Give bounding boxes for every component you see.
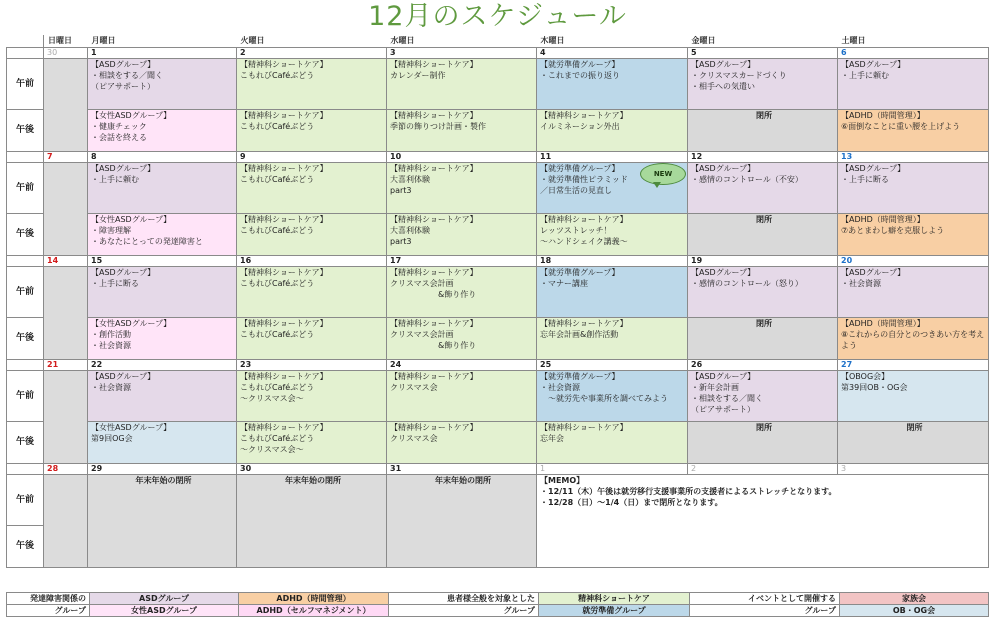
weekday-header-row [7,35,989,48]
yearend-closed-cell: 年末年始の閉所 [88,475,237,568]
event-cell[interactable]: 【ASDグループ】 ・感情のコントロール（怒り） [688,267,838,318]
event-cell[interactable]: 【精神科ショートケア】 季節の飾りつけ計画・製作 [387,110,537,152]
period-label-am: 午前 [7,475,44,526]
day-number: 30 [44,48,88,59]
event-cell[interactable]: 【女性ASDグループ】 ・創作活動 ・社会資源 [88,318,237,360]
event-cell[interactable]: 【精神科ショートケア】 こもれびCaféぶどう [237,267,387,318]
event-cell[interactable]: 【OBOG会】 第39回OB・OG会 [838,371,989,422]
sunday-empty [44,371,88,464]
week-3-pm [7,318,989,360]
week-1-dates [7,48,989,59]
event-cell[interactable]: 【ASDグループ】 ・上手に断る [88,267,237,318]
sunday-empty [44,267,88,360]
legend-female-asd: 女性ASDグループ [90,605,239,617]
event-cell[interactable]: 【ASDグループ】 ・社会資源 [88,371,237,422]
memo-box: 【MEMO】 ・12/11（木）午後は就労移行支援事業所の支援者によるストレッチとなります。 ・12/28（日）～1/4（日）まで閉所となります。 [537,475,989,568]
yearend-closed-cell: 年末年始の閉所 [237,475,387,568]
closed-cell: 閉所 [838,422,989,464]
event-cell[interactable]: 【精神科ショートケア】 クリスマス会 [387,371,537,422]
period-label-am: 午前 [7,59,44,110]
day-number: 12 [688,152,838,163]
event-cell[interactable]: 【就労準備グループ】 ・就労準備性ピラミッド ／日常生活の見直し [537,163,688,214]
legend-label-event: イベントとして開催する [690,593,840,605]
legend-label-event-2: グループ [690,605,840,617]
day-number: 4 [537,48,688,59]
day-number: 17 [387,256,537,267]
weekday-fri: 金曜日 [691,36,716,45]
day-number: 28 [44,464,88,475]
weekday-sat: 土曜日 [841,36,866,45]
legend-asd: ASDグループ [90,593,239,605]
sunday-empty [44,59,88,152]
week-3-dates [7,256,989,267]
event-cell[interactable]: 【精神科ショートケア】 大喜利体験 part3 [387,163,537,214]
day-number: 25 [537,360,688,371]
period-label-pm: 午後 [7,110,44,152]
closed-cell: 閉所 [688,214,838,256]
legend-adhd-self: ADHD（セルフマネジメント） [239,605,389,617]
day-number: 26 [688,360,838,371]
period-label-am: 午前 [7,371,44,422]
legend-row-2 [7,605,989,617]
day-number: 14 [44,256,88,267]
day-number: 22 [88,360,237,371]
event-cell[interactable]: 【ADHD（時間管理）】 ⑦あとまわし癖を克服しよう [838,214,989,256]
event-cell[interactable]: 【女性ASDグループ】 第9回OG会 [88,422,237,464]
day-number: 1 [88,48,237,59]
event-cell[interactable]: 【ASDグループ】 ・感情のコントロール（不安） [688,163,838,214]
yearend-closed-cell: 年末年始の閉所 [387,475,537,568]
week-4-pm [7,422,989,464]
day-number: 19 [688,256,838,267]
event-cell[interactable]: 【ASDグループ】 ・上手に頼む [88,163,237,214]
event-cell[interactable]: 【ADHD（時間管理）】 ⑧これからの自分とのつきあい方を考えよう [838,318,989,360]
corner-cell [7,35,44,48]
event-cell[interactable]: 【就労準備グループ】 ・マナー講座 [537,267,688,318]
day-number: 20 [838,256,989,267]
day-number: 3 [387,48,537,59]
event-cell[interactable]: 【ASDグループ】 ・上手に断る [838,163,989,214]
day-number: 23 [237,360,387,371]
day-number: 21 [44,360,88,371]
event-cell[interactable]: 【精神科ショートケア】 こもれびCaféぶどう [237,163,387,214]
day-number: 1 [537,464,688,475]
period-label-am: 午前 [7,163,44,214]
event-cell[interactable]: 【精神科ショートケア】 こもれびCaféぶどう ～クリスマス会～ [237,371,387,422]
new-badge-tail [653,182,661,188]
day-number: 13 [838,152,989,163]
event-cell[interactable]: 【精神科ショートケア】 こもれびCaféぶどう [237,59,387,110]
period-label-pm: 午後 [7,318,44,360]
legend-shortcare: 精神科ショートケア [539,593,690,605]
event-cell[interactable]: 【精神科ショートケア】 クリスマス会計画 &飾り作り [387,318,537,360]
event-cell[interactable]: 【ASDグループ】 ・相談をする／聞く （ピアサポート） [88,59,237,110]
week-4-dates [7,360,989,371]
legend-table [6,592,989,617]
week-3-am [7,267,989,318]
event-cell[interactable]: 【ASDグループ】 ・上手に頼む [838,59,989,110]
closed-cell: 閉所 [688,422,838,464]
event-cell[interactable]: 【就労準備グループ】 ・社会資源 ～就労先や事業所を調べてみよう [537,371,688,422]
week-2-am [7,163,989,214]
event-cell[interactable]: 【精神科ショートケア】 クリスマス会計画 &飾り作り [387,267,537,318]
period-label-pm: 午後 [7,214,44,256]
closed-cell: 閉所 [688,318,838,360]
legend-shuro: 就労準備グループ [539,605,690,617]
week-1-pm [7,110,989,152]
day-number: 27 [838,360,989,371]
week-2-pm [7,214,989,256]
weekday-thu: 木曜日 [540,36,565,45]
event-cell[interactable]: 【ADHD（時間管理）】 ⑥面倒なことに重い腰を上げよう [838,110,989,152]
legend-family: 家族会 [840,593,989,605]
day-number: 2 [237,48,387,59]
event-cell[interactable]: 【精神科ショートケア】 レッツストレッチ！ ～ハンドシェイク講義～ [537,214,688,256]
day-number: 11 [537,152,688,163]
day-number: 3 [838,464,989,475]
week-5-dates [7,464,989,475]
period-label-pm: 午後 [7,526,44,568]
week-4-am [7,371,989,422]
new-badge: NEW [640,163,686,185]
day-number: 7 [44,152,88,163]
event-cell[interactable]: 【ASDグループ】 ・社会資源 [838,267,989,318]
event-cell[interactable]: 【精神科ショートケア】 クリスマス会 [387,422,537,464]
closed-cell: 閉所 [688,110,838,152]
event-cell[interactable]: 【精神科ショートケア】 こもれびCaféぶどう ～クリスマス会～ [237,422,387,464]
day-number: 24 [387,360,537,371]
week-2-dates [7,152,989,163]
legend-row-1 [7,593,989,605]
period-label-pm: 午後 [7,422,44,464]
day-number: 10 [387,152,537,163]
day-number: 30 [237,464,387,475]
day-number: 2 [688,464,838,475]
weekday-tue: 火曜日 [240,36,265,45]
event-cell[interactable]: 【精神科ショートケア】 忘年会計画&創作活動 [537,318,688,360]
day-number: 8 [88,152,237,163]
page-title: 12月のスケジュール [368,1,627,32]
legend-label-dev-2: グループ [7,605,90,617]
legend-label-dev: 発達障害関係の [7,593,90,605]
day-number: 18 [537,256,688,267]
event-cell[interactable]: 【女性ASDグループ】 ・障害理解 ・あなたにとっての発達障害と [88,214,237,256]
weekday-wed: 水曜日 [390,36,415,45]
day-number: 6 [838,48,989,59]
week-5-am [7,475,989,526]
event-cell[interactable]: 【女性ASDグループ】 ・健康チェック ・会話を終える [88,110,237,152]
weekday-mon: 月曜日 [91,36,116,45]
event-cell[interactable]: 【精神科ショートケア】 イルミネーション外出 [537,110,688,152]
event-cell[interactable]: 【精神科ショートケア】 カレンダー制作 [387,59,537,110]
event-cell[interactable]: 【ASDグループ】 ・クリスマスカードづくり ・相手への気遣い [688,59,838,110]
calendar-grid [6,35,989,568]
event-cell[interactable]: 【精神科ショートケア】 こもれびCaféぶどう [237,110,387,152]
day-number: 9 [237,152,387,163]
event-cell[interactable]: 【ASDグループ】 ・新年会計画 ・相談をする／聞く （ピアサポート） [688,371,838,422]
day-number: 29 [88,464,237,475]
sunday-empty [44,163,88,256]
sunday-empty [44,475,88,568]
weekday-sun: 日曜日 [48,36,72,45]
event-cell[interactable]: 【精神科ショートケア】 大喜利体験 part3 [387,214,537,256]
day-number: 15 [88,256,237,267]
legend-label-all-2: グループ [389,605,539,617]
period-label-am: 午前 [7,267,44,318]
event-cell[interactable]: 【精神科ショートケア】 こもれびCaféぶどう [237,318,387,360]
event-cell[interactable]: 【精神科ショートケア】 忘年会 [537,422,688,464]
event-cell[interactable]: 【精神科ショートケア】 こもれびCaféぶどう [237,214,387,256]
day-number: 5 [688,48,838,59]
event-cell[interactable]: 【就労準備グループ】 ・これまでの振り返り [537,59,688,110]
week-1-am [7,59,989,110]
day-number: 16 [237,256,387,267]
legend-obog: OB・OG会 [840,605,989,617]
day-number: 31 [387,464,537,475]
legend-adhd-time: ADHD（時間管理） [239,593,389,605]
legend-label-all: 患者様全般を対象とした [389,593,539,605]
